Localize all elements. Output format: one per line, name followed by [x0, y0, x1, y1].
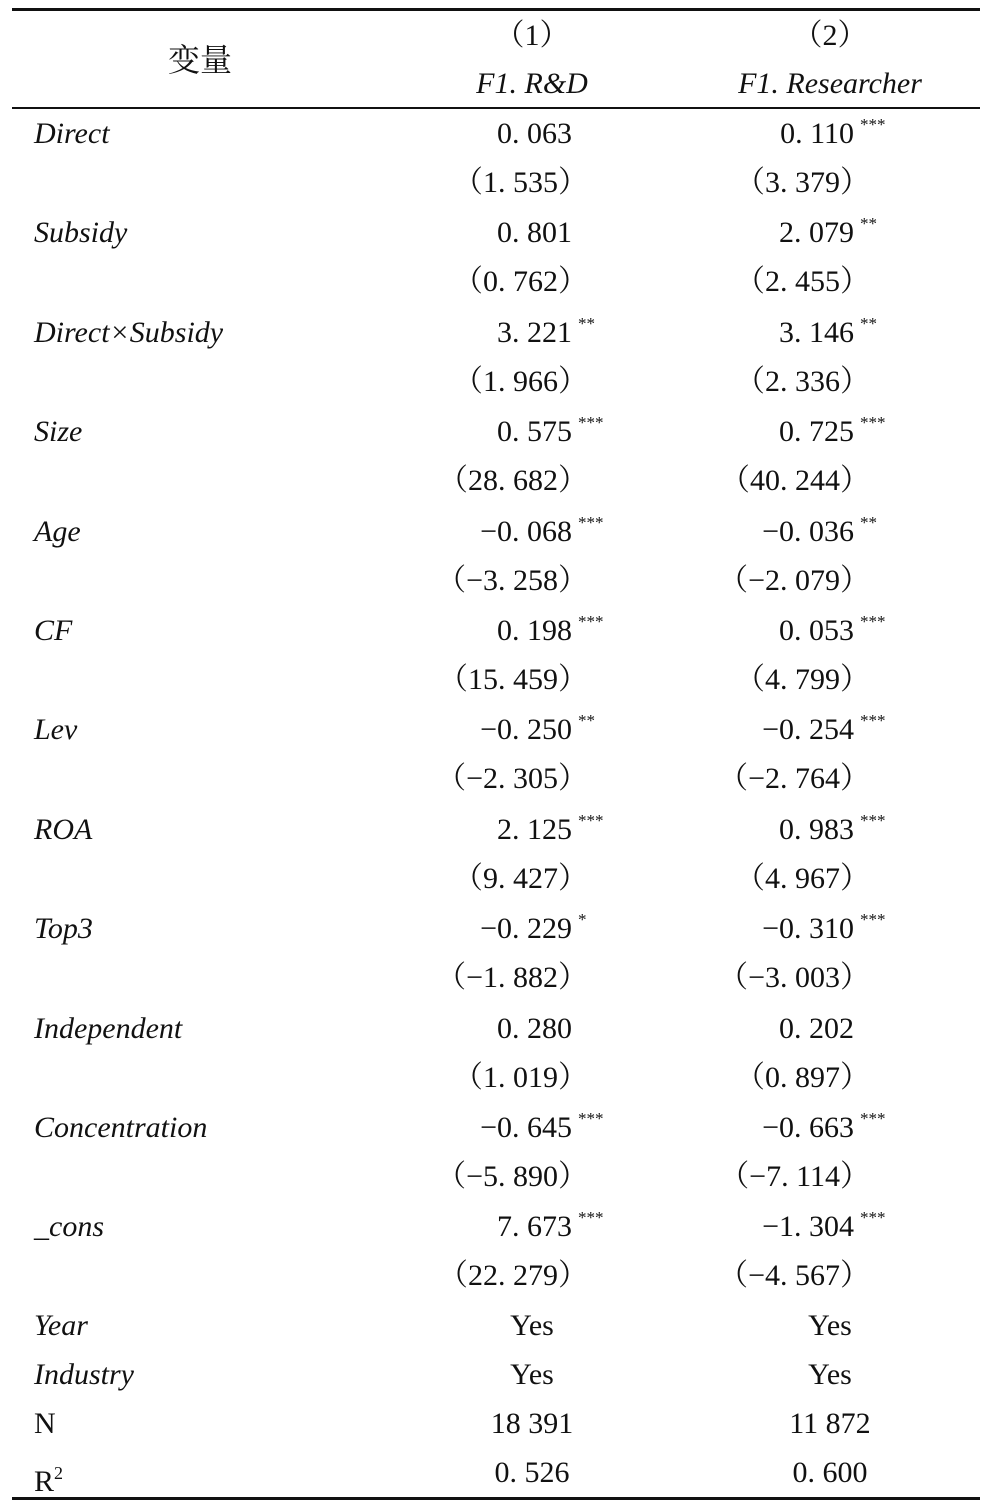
coefficient-col1: 2. 125	[497, 812, 572, 846]
coefficient-col1: 7. 673	[497, 1210, 572, 1244]
significance-stars-col2: **	[860, 313, 877, 333]
significance-stars-col1: **	[578, 313, 595, 333]
significance-stars-col1: ***	[578, 512, 604, 532]
row-variable-label: Top3	[34, 912, 93, 946]
footer-value-col2: Yes	[808, 1308, 852, 1342]
coefficient-col2: 3. 146	[779, 315, 854, 349]
footer-value-col1: Yes	[510, 1308, 554, 1342]
header-variable-label: 变量	[167, 42, 232, 78]
significance-stars-col2: ***	[860, 910, 886, 930]
header-col1-name: F1. R&D	[476, 67, 588, 100]
significance-stars-col2: **	[860, 512, 877, 532]
t-statistic-col1: （−3. 258）	[436, 563, 588, 597]
t-statistic-col2: （40. 244）	[720, 464, 870, 498]
coefficient-col1: −0. 250	[480, 713, 572, 747]
coefficient-col1: −0. 068	[480, 514, 572, 548]
significance-stars-col2: ***	[860, 115, 886, 134]
row-variable-label: Concentration	[34, 1111, 208, 1144]
coefficient-col2: 0. 983	[779, 812, 854, 846]
footer-value-col2: 0. 600	[792, 1456, 868, 1490]
row-variable-label: Direct	[34, 117, 110, 150]
t-statistic-col2: （−4. 567）	[718, 1259, 870, 1293]
coefficient-col2: 0. 110	[780, 117, 854, 150]
table-bottom-rule	[12, 1497, 980, 1500]
footer-value-col1: 18 391	[490, 1407, 574, 1441]
footer-label-text: Year	[34, 1308, 88, 1342]
coefficient-col2: −1. 304	[762, 1210, 854, 1244]
header-col2-number: （2）	[792, 19, 868, 52]
t-statistic-col2: （−7. 114）	[719, 1160, 870, 1193]
significance-stars-col2: ***	[860, 1208, 886, 1228]
significance-stars-col1: ***	[578, 1109, 604, 1128]
coefficient-col2: −0. 254	[762, 713, 854, 747]
row-variable-label: Independent	[34, 1011, 183, 1045]
row-variable-label: Age	[34, 514, 81, 548]
coefficient-col2: −0. 310	[762, 912, 854, 946]
t-statistic-col1: （−1. 882）	[436, 961, 588, 995]
coefficient-col1: 3. 221	[497, 315, 572, 349]
footer-label	[34, 1306, 88, 1346]
significance-stars-col2: ***	[860, 810, 886, 830]
t-statistic-col2: （−2. 764）	[718, 762, 870, 796]
coefficient-col2: −0. 663	[762, 1111, 854, 1144]
significance-stars-col2: **	[860, 214, 877, 234]
significance-stars-col2: ***	[860, 413, 886, 433]
footer-value-col2: Yes	[808, 1358, 852, 1391]
row-variable-label: Size	[34, 415, 83, 449]
row-variable-label: _cons	[34, 1210, 104, 1244]
t-statistic-col2: （0. 897）	[735, 1060, 870, 1094]
t-statistic-col1: （28. 682）	[438, 464, 588, 498]
footer-label-superscript: 2	[54, 1463, 64, 1484]
footer-value-col2: 11 872	[789, 1407, 871, 1441]
coefficient-col2: 2. 079	[779, 216, 854, 250]
t-statistic-col1: （15. 459）	[438, 663, 588, 696]
row-variable-label: CF	[34, 614, 73, 647]
t-statistic-col1: （−5. 890）	[436, 1160, 588, 1193]
coefficient-col2: −0. 036	[762, 514, 854, 548]
significance-stars-col2: ***	[860, 711, 886, 731]
significance-stars-col1: ***	[578, 1208, 604, 1228]
significance-stars-col2: ***	[860, 1109, 886, 1128]
row-variable-label: Direct×Subsidy	[34, 315, 224, 349]
t-statistic-col1: （22. 279）	[438, 1259, 588, 1293]
coefficient-col1: 0. 198	[497, 614, 572, 647]
coefficient-col1: −0. 645	[480, 1111, 572, 1144]
footer-value-col1: 0. 526	[494, 1456, 570, 1490]
t-statistic-col2: （−3. 003）	[718, 961, 870, 995]
footer-label	[34, 1453, 64, 1499]
coefficient-col1: 0. 575	[497, 415, 572, 449]
t-statistic-col2: （−2. 079）	[718, 563, 870, 597]
footer-label-text: N	[34, 1407, 56, 1441]
significance-stars-col1: **	[578, 711, 595, 731]
t-statistic-col1: （−2. 305）	[436, 762, 588, 796]
coefficient-col2: 0. 053	[779, 614, 854, 647]
significance-stars-col1: ***	[578, 612, 604, 631]
coefficient-col1: 0. 063	[497, 117, 572, 150]
t-statistic-col1: （1. 019）	[453, 1060, 588, 1094]
significance-stars-col1: ***	[578, 413, 604, 433]
row-variable-label: Subsidy	[34, 216, 128, 250]
t-statistic-col2: （4. 799）	[735, 663, 870, 696]
coefficient-col2: 0. 202	[779, 1011, 854, 1045]
t-statistic-col1: （0. 762）	[453, 265, 588, 299]
t-statistic-col1: （1. 535）	[453, 166, 588, 199]
table-header-rule	[12, 107, 980, 109]
table-top-rule	[12, 8, 980, 11]
coefficient-col1: −0. 229	[480, 912, 572, 946]
t-statistic-col2: （2. 336）	[735, 364, 870, 398]
footer-label-text: R	[34, 1465, 55, 1499]
row-variable-label: ROA	[34, 812, 93, 846]
significance-stars-col1: *	[578, 910, 587, 930]
t-statistic-col2: （3. 379）	[735, 166, 870, 199]
footer-label-text: Industry	[34, 1358, 134, 1391]
footer-label	[34, 1404, 56, 1444]
t-statistic-col2: （2. 455）	[735, 265, 870, 299]
header-col2-name: F1. Researcher	[738, 67, 922, 100]
coefficient-col1: 0. 801	[497, 216, 572, 250]
significance-stars-col1: ***	[578, 810, 604, 830]
t-statistic-col1: （9. 427）	[453, 861, 588, 895]
coefficient-col2: 0. 725	[779, 415, 854, 449]
header-col1-number: （1）	[494, 19, 570, 52]
footer-value-col1: Yes	[510, 1358, 554, 1391]
footer-label	[34, 1355, 134, 1395]
significance-stars-col2: ***	[860, 612, 886, 631]
coefficient-col1: 0. 280	[497, 1011, 572, 1045]
t-statistic-col2: （4. 967）	[735, 861, 870, 895]
t-statistic-col1: （1. 966）	[453, 364, 588, 398]
row-variable-label: Lev	[34, 713, 78, 747]
